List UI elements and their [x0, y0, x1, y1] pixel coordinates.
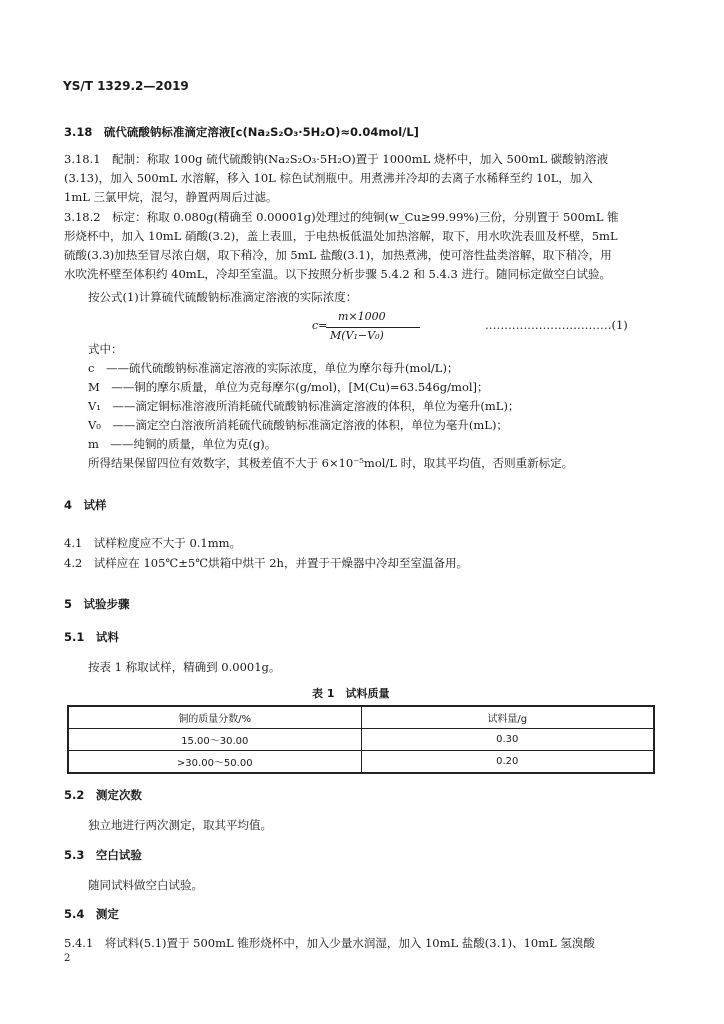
section-5-3-text: 随同试料做空白试验。	[88, 878, 203, 892]
formula-denominator: M(V₁−V₀)	[330, 329, 384, 342]
table-row	[68, 751, 654, 774]
text-line: 3.18.1 配制：称取 100g 硫代硫酸钠(Na₂S₂O₃·5H₂O)置于 1000mL 烧杯中，加入 500mL 碳酸钠溶液	[64, 152, 609, 166]
fraction-bar	[326, 327, 420, 328]
table-header-row	[68, 706, 654, 729]
text-line: 1mL 三氯甲烷，混匀，静置两周后过滤。	[64, 190, 278, 204]
table-cell: 0.30	[361, 729, 654, 751]
table-row	[68, 729, 654, 751]
page-number: 2	[64, 953, 71, 964]
formula-lhs: c=	[312, 319, 328, 332]
formula-intro: 按公式(1)计算硫代硫酸钠标准滴定溶液的实际浓度：	[88, 290, 358, 304]
text-line: 水吹洗杯壁至体积约 40mL，冷却至室温。以下按照分析步骤 5.4.2 和 5.4.3 进行。随同标定做空白试验。	[64, 267, 611, 281]
standard-header: YS/T 1329.2—2019	[63, 79, 189, 93]
text-line: (3.13)，加入 500mL 水溶解，移入 10L 棕色试剂瓶中。用煮沸并冷却的去离子水稀释至约 10L，加入	[64, 171, 593, 185]
section-5-1-title: 5.1 试料	[64, 630, 119, 644]
sample-mass-table	[67, 705, 655, 774]
result-statement: 所得结果保留四位有效数字，其极差值不大于 6×10⁻⁵mol/L 时，取其平均值，否则重新标定。	[88, 456, 574, 470]
definition-item: M ——铜的摩尔质量，单位为克每摩尔(g/mol)，[M(Cu)=63.546g/mol]；	[88, 380, 489, 394]
section-5-3-title: 5.3 空白试验	[64, 848, 142, 862]
section-3-18-title: 3.18 硫代硫酸钠标准滴定溶液[c(Na₂S₂O₃·5H₂O)≈0.04mol/L]	[64, 125, 419, 139]
text-line: 3.18.2 标定：称取 0.080g(精确至 0.00001g)处理过的纯铜(w_Cu≥99.99%)三份，分别置于 500mL 锥	[64, 210, 619, 224]
section-4-title: 4 试样	[64, 498, 107, 512]
section-5-2-text: 独立地进行两次测定，取其平均值。	[88, 818, 272, 832]
item-4-2: 4.2 试样应在 105℃±5℃烘箱中烘干 2h，并置于干燥器中冷却至室温备用。	[64, 556, 468, 570]
text-line: 形烧杯中，加入 10mL 硝酸(3.2)，盖上表皿，于电热板低温处加热溶解，取下，用水吹洗表皿及杯壁，5mL	[64, 229, 618, 243]
where-label: 式中：	[88, 342, 123, 356]
paragraph-3-18-2	[64, 208, 619, 284]
table-cell: 15.00～30.00	[68, 729, 361, 751]
formula-numerator: m×1000	[338, 310, 386, 323]
definition-item: c ——硫代硫酸钠标准滴定溶液的实际浓度，单位为摩尔每升(mol/L)；	[88, 361, 459, 375]
table-cell: >30.00～50.00	[68, 751, 361, 774]
formula-number: ……………………………(1)	[485, 318, 628, 332]
table-title: 表 1 试料质量	[312, 687, 390, 700]
definition-item: V₁ ——滴定铜标准溶液所消耗硫代硫酸钠标准滴定溶液的体积，单位为毫升(mL)；	[88, 399, 520, 413]
table-header-cell: 铜的质量分数/%	[68, 706, 361, 729]
text-line: 硫酸(3.3)加热至冒尽浓白烟，取下稍冷，加 5mL 盐酸(3.1)，加热煮沸，使可溶性盐类溶解，取下稍冷，用	[64, 248, 612, 262]
symbol-definitions	[88, 359, 573, 473]
definition-item: m ——纯铜的质量，单位为克(g)。	[88, 437, 277, 451]
table-cell: 0.20	[361, 751, 654, 774]
section-5-4-title: 5.4 测定	[64, 907, 119, 921]
section-5-title: 5 试验步骤	[64, 597, 130, 611]
item-5-4-1: 5.4.1 将试料(5.1)置于 500mL 锥形烧杯中，加入少量水润湿，加入 10mL 盐酸(3.1)、10mL 氢溴酸	[64, 936, 595, 950]
section-5-2-title: 5.2 测定次数	[64, 788, 142, 802]
section-5-1-text: 按表 1 称取试样，精确到 0.0001g。	[88, 660, 281, 674]
definition-item: V₀ ——滴定空白溶液所消耗硫代硫酸钠标准滴定溶液的体积，单位为毫升(mL)；	[88, 418, 508, 432]
paragraph-3-18-1	[64, 150, 608, 207]
item-4-1: 4.1 试样粒度应不大于 0.1mm。	[64, 536, 242, 550]
table-header-cell: 试料量/g	[361, 706, 654, 729]
